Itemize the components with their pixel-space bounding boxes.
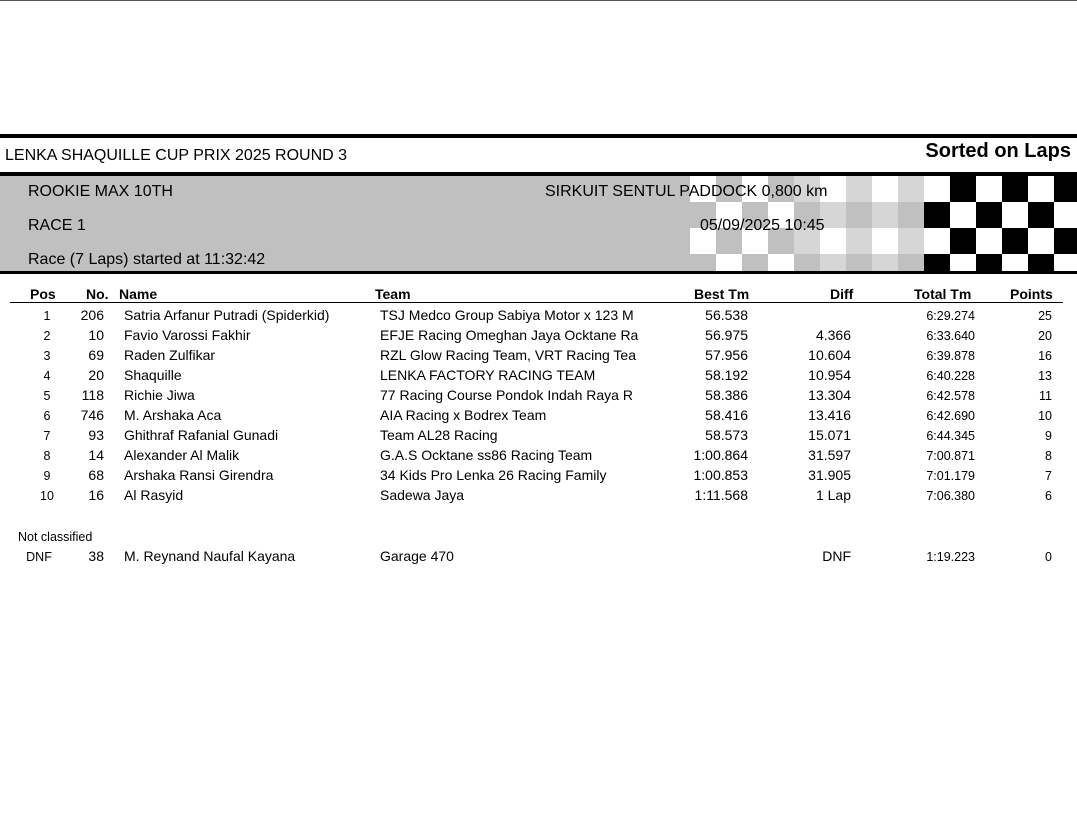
- result-row: [0, 347, 1077, 367]
- driver-name-cell: M. Arshaka Aca: [124, 407, 222, 423]
- diff-cell: 13.304: [808, 387, 851, 403]
- diff-cell: 4.366: [815, 327, 851, 343]
- flag-square: [1028, 202, 1054, 228]
- driver-name-cell: Ghithraf Rafanial Gunadi: [124, 427, 279, 443]
- points-cell: 8: [1045, 449, 1052, 463]
- pos-cell: 10: [40, 489, 54, 503]
- flag-square: [872, 254, 898, 274]
- flag-square: [716, 254, 742, 274]
- flag-square: [1002, 202, 1028, 228]
- flag-square: [1054, 202, 1077, 228]
- driver-name-cell: Arshaka Ransi Girendra: [124, 467, 274, 483]
- number-cell: 206: [80, 307, 104, 323]
- driver-name-cell: Satria Arfanur Putradi (Spiderkid): [124, 307, 330, 323]
- number-cell: 10: [88, 327, 104, 343]
- points-cell: 11: [1039, 389, 1052, 403]
- flag-square: [820, 254, 846, 274]
- diff-cell: 10.954: [808, 367, 851, 383]
- sort-label: Sorted on Laps: [925, 140, 1071, 162]
- not-classified-row: [0, 548, 1077, 568]
- diff-cell: 13.416: [808, 407, 851, 423]
- result-row: [0, 447, 1077, 467]
- diff-cell: 15.071: [808, 427, 851, 443]
- best-time-cell: 58.573: [705, 427, 748, 443]
- best-time-cell: 56.538: [705, 307, 748, 323]
- top-border-line: [0, 0, 1077, 1]
- flag-square: [1002, 254, 1028, 274]
- flag-square: [924, 176, 950, 202]
- best-time-cell: 58.386: [705, 387, 748, 403]
- points-cell: 9: [1045, 429, 1052, 443]
- event-title: LENKA SHAQUILLE CUP PRIX 2025 ROUND 3: [5, 147, 348, 164]
- number-cell: 118: [81, 387, 104, 403]
- diff-cell: DNF: [822, 548, 851, 564]
- number-cell: 69: [88, 347, 104, 363]
- diff-cell: 10.604: [808, 347, 851, 363]
- number-cell: 38: [88, 548, 104, 564]
- total-time-cell: 7:06.380: [926, 489, 975, 503]
- points-cell: 7: [1045, 469, 1052, 483]
- flag-square: [976, 254, 1002, 274]
- flag-square: [1028, 228, 1054, 254]
- best-time-cell: 56.975: [705, 327, 748, 343]
- team-cell: G.A.S Ocktane ss86 Racing Team: [380, 447, 593, 463]
- team-cell: 77 Racing Course Pondok Indah Raya R: [380, 387, 633, 403]
- result-row: [0, 327, 1077, 347]
- flag-square: [1002, 176, 1028, 202]
- driver-name-cell: Richie Jiwa: [124, 387, 195, 403]
- driver-name-cell: Raden Zulfikar: [124, 347, 216, 363]
- team-cell: Garage 470: [380, 548, 454, 564]
- number-cell: 746: [80, 407, 104, 423]
- points-cell: 16: [1038, 349, 1052, 363]
- result-row: [0, 467, 1077, 487]
- total-time-cell: 6:39.878: [926, 349, 975, 363]
- team-cell: TSJ Medco Group Sabiya Motor x 123 M: [380, 307, 634, 323]
- best-time-cell: 58.416: [705, 407, 748, 423]
- team-cell: LENKA FACTORY RACING TEAM: [380, 367, 596, 383]
- flag-square: [872, 228, 898, 254]
- team-cell: RZL Glow Racing Team, VRT Racing Tea: [380, 347, 637, 363]
- flag-square: [846, 176, 872, 202]
- total-time-cell: 6:44.345: [926, 429, 975, 443]
- header-name: Name: [119, 286, 158, 302]
- best-time-cell: 58.192: [705, 367, 748, 383]
- flag-square: [1054, 176, 1077, 202]
- number-cell: 14: [88, 447, 104, 463]
- flag-square: [924, 202, 950, 228]
- flag-square: [1054, 228, 1077, 254]
- points-cell: 20: [1038, 329, 1052, 343]
- flag-square: [950, 228, 976, 254]
- header-total-time: Total Tm: [914, 286, 972, 302]
- flag-square: [872, 202, 898, 228]
- flag-square: [872, 176, 898, 202]
- number-cell: 68: [88, 467, 104, 483]
- flag-square: [950, 254, 976, 274]
- header-rule: [10, 302, 1063, 303]
- team-cell: Sadewa Jaya: [380, 487, 465, 503]
- total-time-cell: 1:19.223: [926, 550, 975, 564]
- driver-name-cell: Shaquille: [124, 367, 182, 383]
- flag-square: [1054, 254, 1077, 274]
- flag-square: [1028, 254, 1054, 274]
- total-time-cell: 6:42.690: [926, 409, 975, 423]
- flag-square: [898, 228, 924, 254]
- team-cell: EFJE Racing Omeghan Jaya Ocktane Ra: [380, 327, 638, 343]
- diff-cell: 1 Lap: [815, 487, 851, 503]
- driver-name-cell: Alexander Al Malik: [124, 447, 240, 463]
- race-datetime: 05/09/2025 10:45: [700, 217, 825, 234]
- total-time-cell: 6:33.640: [926, 329, 975, 343]
- flag-square: [950, 202, 976, 228]
- best-time-cell: 1:11.568: [694, 487, 748, 503]
- header-team: Team: [375, 286, 411, 302]
- pos-cell: 3: [43, 349, 51, 363]
- not-classified-label: Not classified: [18, 530, 93, 544]
- pos-cell: 4: [43, 369, 51, 383]
- best-time-cell: 1:00.853: [693, 467, 748, 483]
- race-start-info: Race (7 Laps) started at 11:32:42: [28, 251, 266, 268]
- number-cell: 20: [88, 367, 104, 383]
- total-time-cell: 6:42.578: [926, 389, 975, 403]
- team-cell: Team AL28 Racing: [380, 427, 498, 443]
- diff-cell: 31.905: [808, 467, 851, 483]
- race-info-band: [0, 172, 1077, 274]
- title-divider: [0, 134, 1077, 138]
- flag-square: [846, 228, 872, 254]
- pos-cell: 2: [43, 329, 51, 343]
- class-name: ROOKIE MAX 10TH: [28, 183, 173, 200]
- points-cell: 13: [1038, 369, 1052, 383]
- pos-cell: 1: [43, 309, 51, 323]
- number-cell: 16: [88, 487, 104, 503]
- total-time-cell: 7:00.871: [926, 449, 975, 463]
- flag-square: [924, 228, 950, 254]
- diff-cell: 31.597: [808, 447, 851, 463]
- flag-square: [898, 176, 924, 202]
- total-time-cell: 6:29.274: [926, 309, 975, 323]
- header-diff: Diff: [830, 286, 854, 302]
- points-cell: 10: [1038, 409, 1052, 423]
- result-row: [0, 427, 1077, 447]
- points-cell: 0: [1045, 550, 1052, 564]
- total-time-cell: 6:40.228: [926, 369, 975, 383]
- driver-name-cell: M. Reynand Naufal Kayana: [124, 548, 296, 564]
- flag-square: [1028, 176, 1054, 202]
- pos-cell: 5: [43, 389, 51, 403]
- flag-square: [768, 254, 794, 274]
- pos-cell: 6: [43, 409, 51, 423]
- result-row: [0, 367, 1077, 387]
- team-cell: AIA Racing x Bodrex Team: [380, 407, 547, 423]
- number-cell: 93: [88, 427, 104, 443]
- driver-name-cell: Al Rasyid: [124, 487, 184, 503]
- pos-cell: 7: [43, 429, 51, 443]
- result-row: [0, 387, 1077, 407]
- best-time-cell: 57.956: [705, 347, 748, 363]
- pos-cell: 9: [43, 469, 51, 483]
- header-no: No.: [86, 286, 109, 302]
- race-name: RACE 1: [28, 217, 86, 234]
- flag-square: [924, 254, 950, 274]
- points-cell: 25: [1038, 309, 1052, 323]
- pos-cell: DNF: [26, 550, 52, 564]
- pos-cell: 8: [43, 449, 51, 463]
- flag-square: [976, 176, 1002, 202]
- flag-square: [976, 228, 1002, 254]
- flag-square: [976, 202, 1002, 228]
- header-best-time: Best Tm: [694, 286, 750, 302]
- flag-square: [950, 176, 976, 202]
- result-row: [0, 487, 1077, 507]
- result-row: [0, 407, 1077, 427]
- points-cell: 6: [1045, 489, 1052, 503]
- total-time-cell: 7:01.179: [926, 469, 975, 483]
- circuit-name: SIRKUIT SENTUL PADDOCK 0,800 km: [545, 183, 828, 200]
- header-pos: Pos: [30, 286, 56, 302]
- best-time-cell: 1:00.864: [693, 447, 748, 463]
- header-points: Points: [1010, 286, 1053, 302]
- driver-name-cell: Favio Varossi Fakhir: [124, 327, 251, 343]
- flag-square: [1002, 228, 1028, 254]
- result-row: [0, 307, 1077, 327]
- team-cell: 34 Kids Pro Lenka 26 Racing Family: [380, 467, 607, 483]
